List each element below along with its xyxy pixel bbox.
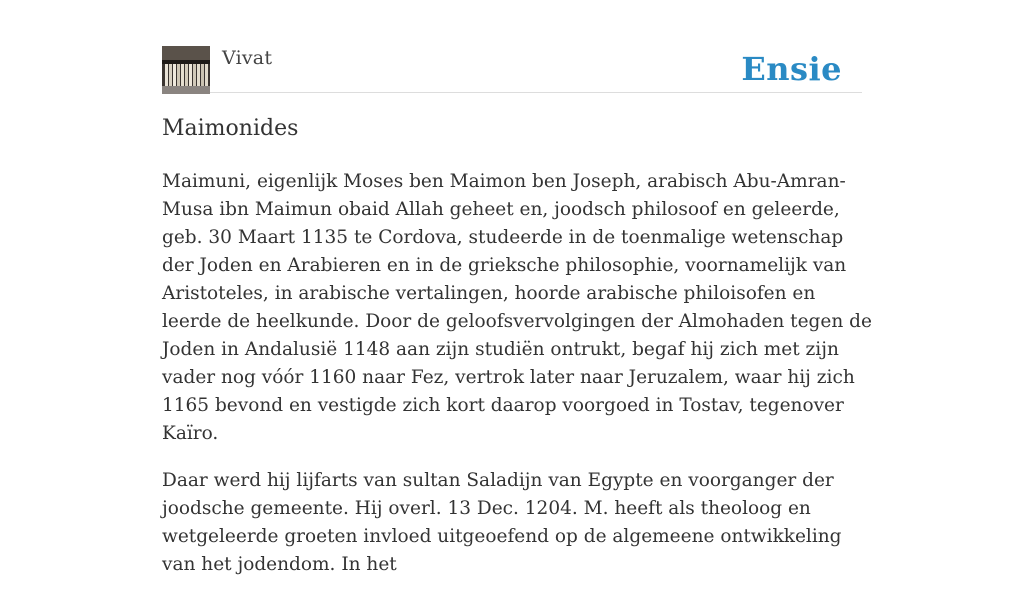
site-header [162,46,862,93]
article-paragraph: Daar werd hij lijfarts van sultan Saladijn van Egypte en voorganger der joodsche gemeente. Hij overl. 13 Dec. 1204. M. heeft als theoloog en wetgeleerde groeten invloed uitgeoefend op de algemeene ontwikkeling van het jodendom. In het [162,470,842,575]
brand-logo[interactable]: Ensie [741,50,842,88]
author-avatar[interactable] [162,46,210,94]
article-title: Maimonides [162,116,299,141]
book-spines-avatar-icon [162,46,210,94]
author-name[interactable]: Vivat [222,47,273,69]
article-body [162,168,872,598]
article-paragraph: Maimuni, eigenlijk Moses ben Maimon ben Joseph, arabisch Abu-Amran-Musa ibn Maimun obaid Allah geheet en, joodsch philosoof en geleerde, geb. 30 Maart 1135 te Cordova, studeerde in de toenmalige wetenschap der Joden en Arabieren en in de grieksche philosophie, voornamelijk van Aristoteles, in arabische vertalingen, hoorde arabische philoisofen en leerde de heelkunde. Door de geloofsvervolgingen der Almohaden tegen de Joden in Andalusië 1148 aan zijn studiën ontrukt, begaf hij zich met zijn vader nog vóór 1160 naar Fez, vertrok later naar Jeruzalem, waar hij zich 1165 bevond en vestigde zich kort daarop voorgoed in Tostav, tegenover Kaïro. [162,171,872,444]
